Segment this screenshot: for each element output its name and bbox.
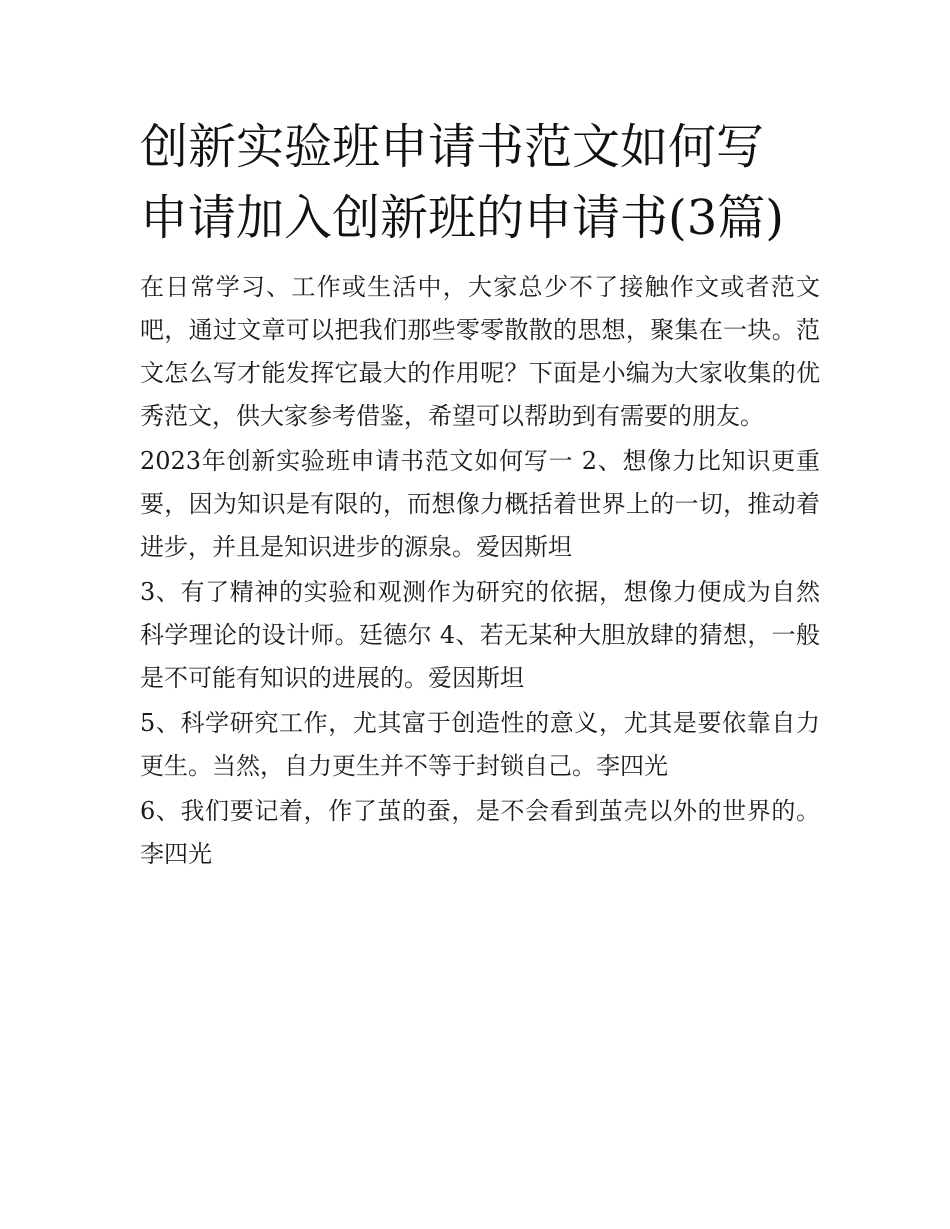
paragraph: 5、科学研究工作，尤其富于创造性的意义，尤其是要依靠自力更生。当然，自力更生并不等于封锁自己。李四光 xyxy=(140,709,820,780)
document-page xyxy=(140,112,820,876)
paragraph: 6、我们要记着，作了茧的蚕，是不会看到茧壳以外的世界的。李四光 xyxy=(140,797,820,868)
document-title: 创新实验班申请书范文如何写申请加入创新班的申请书(3篇) xyxy=(140,119,784,246)
paragraph: 3、有了精神的实验和观测作为研究的依据，想像力便成为自然科学理论的设计师。廷德尔 4、若无某种大胆放肆的猜想，一般是不可能有知识的进展的。爱因斯坦 xyxy=(140,578,820,692)
document-body xyxy=(140,266,820,876)
paragraph: 2023年创新实验班申请书范文如何写一 2、想像力比知识更重要，因为知识是有限的，而想像力概括着世界上的一切，推动着进步，并且是知识进步的源泉。爱因斯坦 xyxy=(140,447,820,561)
paragraph: 在日常学习、工作或生活中，大家总少不了接触作文或者范文吧，通过文章可以把我们那些零零散散的思想，聚集在一块。范文怎么写才能发挥它最大的作用呢？下面是小编为大家收集的优秀范文，供大家参考借鉴，希望可以帮助到有需要的朋友。 xyxy=(140,273,820,430)
